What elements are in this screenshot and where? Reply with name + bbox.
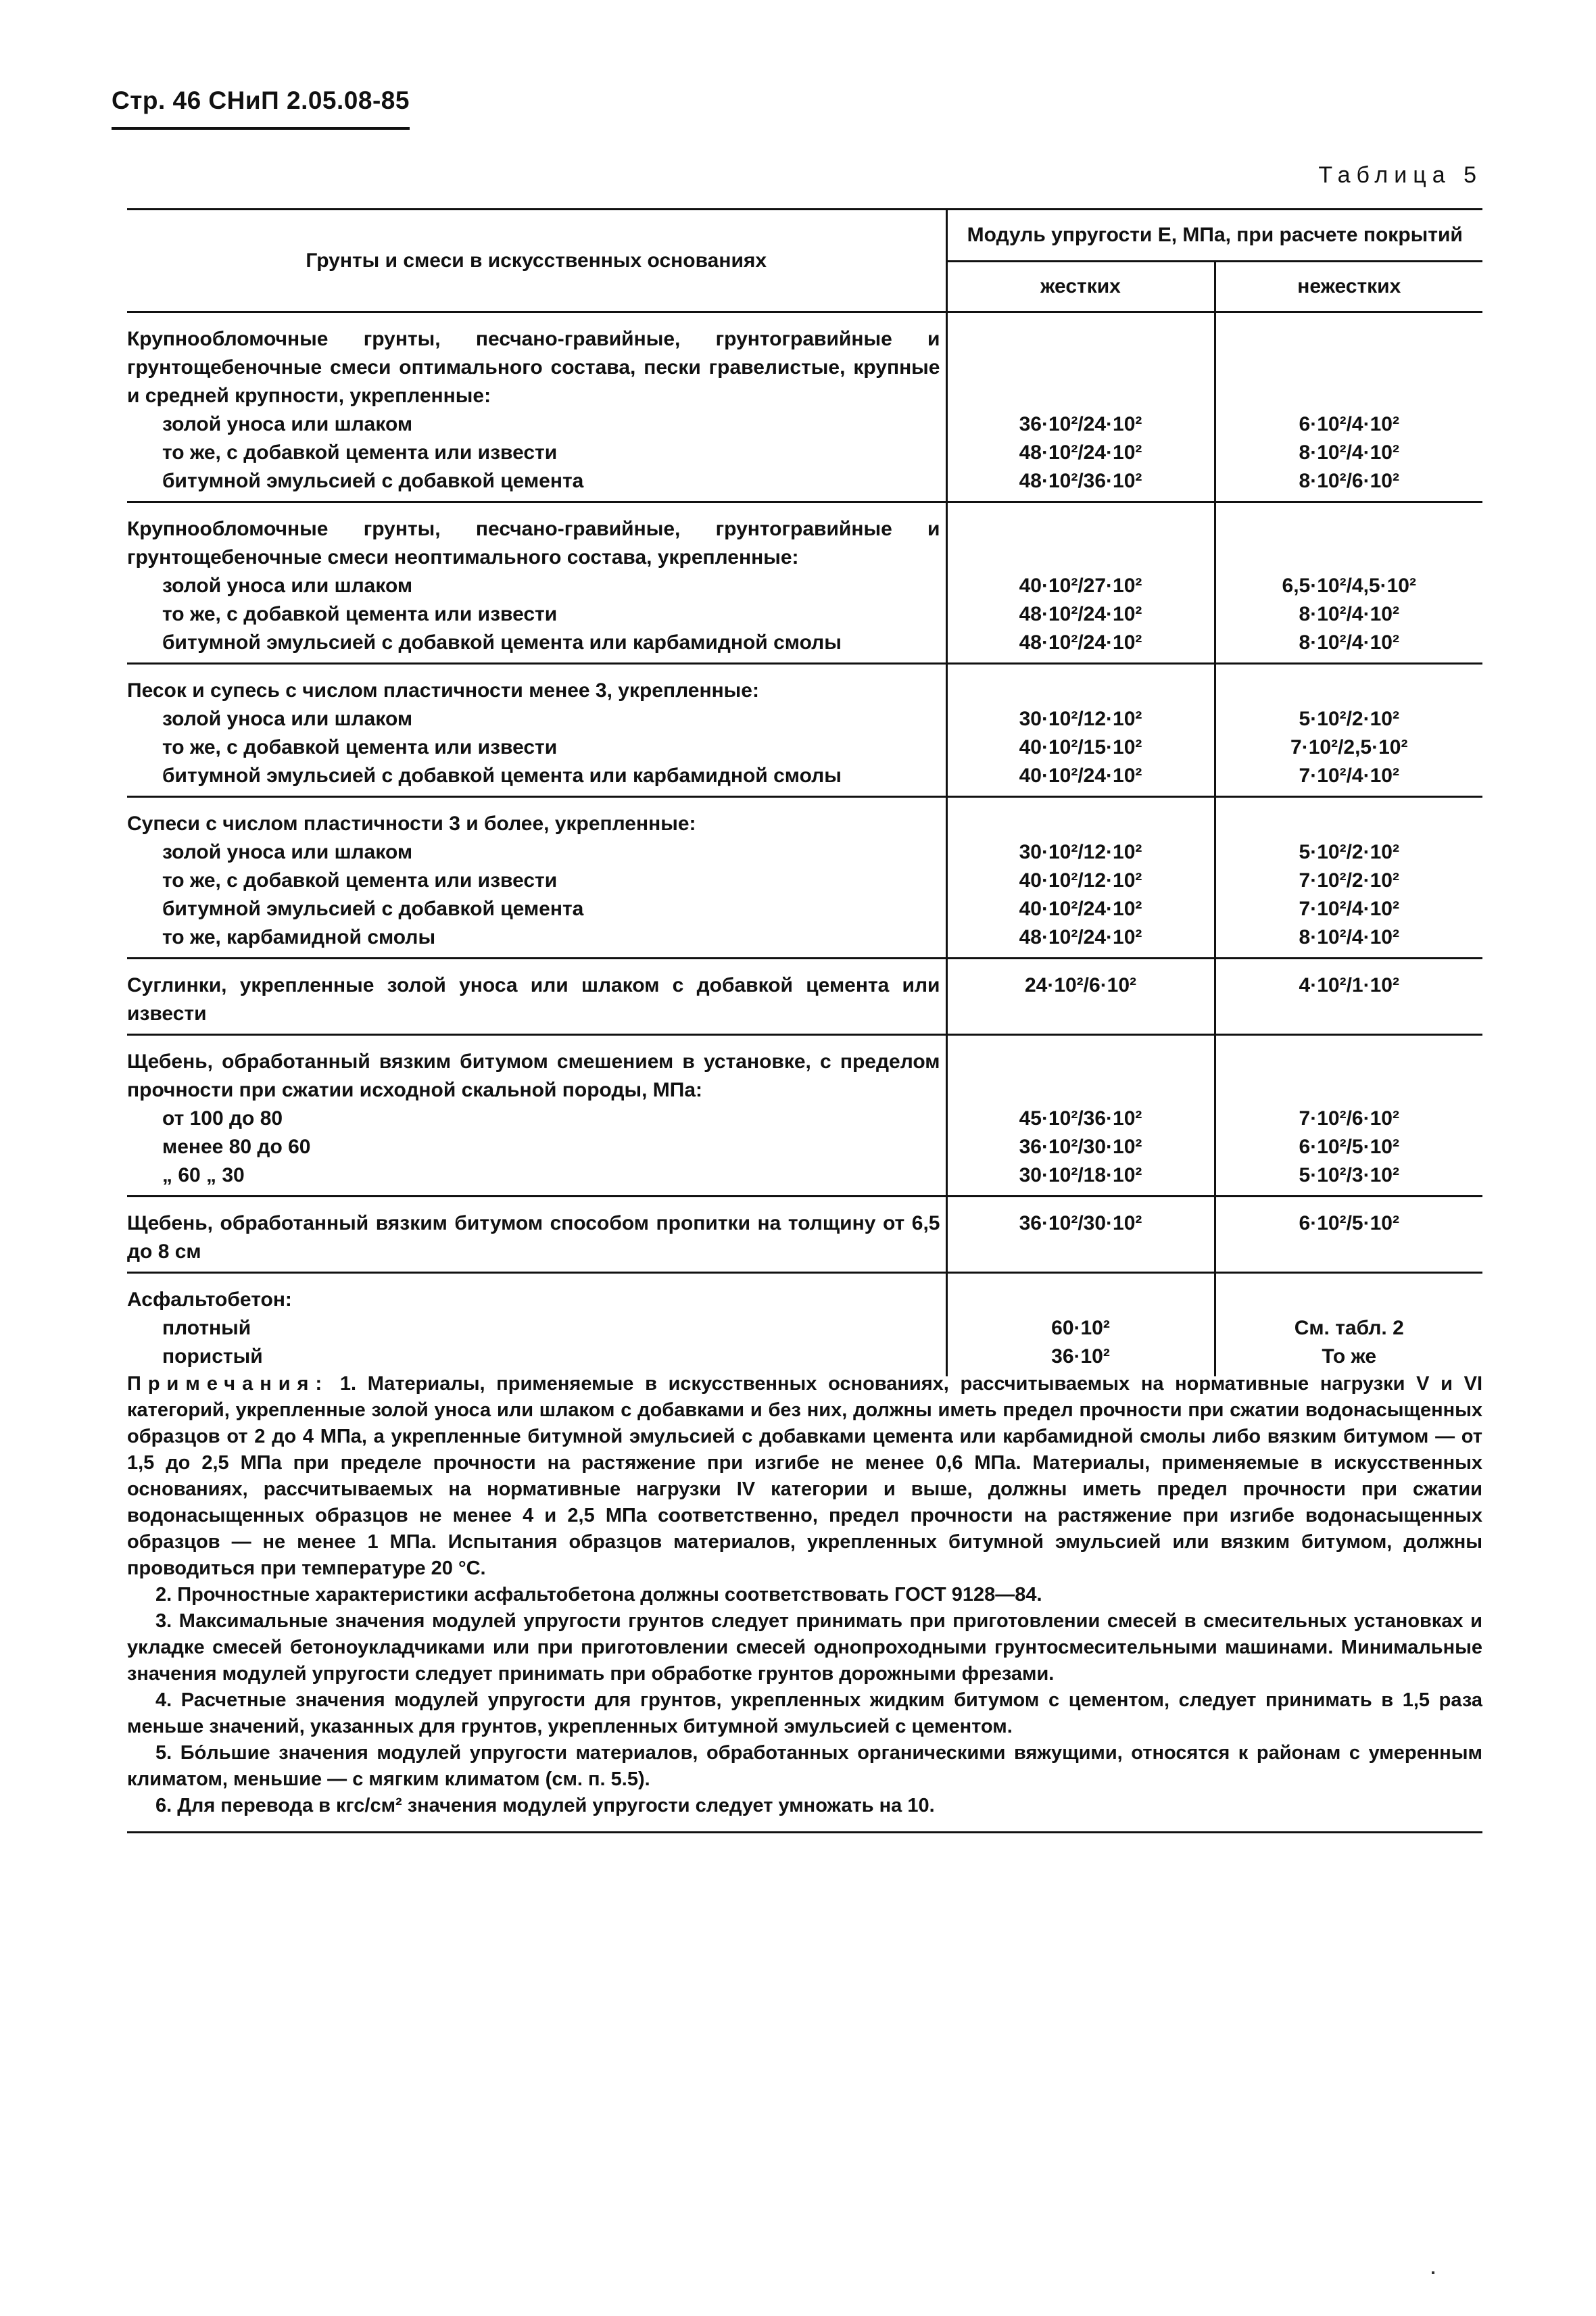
note-5: 5. Бо́льшие значения модулей упругости материалов, обработанных органическими вяжущими, относятся к районам с умеренным климатом, меньшие — с мягким климатом (см. п. 5.5). xyxy=(127,1742,1482,1790)
table-row-group xyxy=(127,1035,1482,1197)
flexible-cell xyxy=(1215,797,1482,959)
rigid-value: 30·10²/18·10² xyxy=(1019,1164,1142,1186)
flexible-cell xyxy=(1215,664,1482,797)
item-name: битумной эмульсией с добавкой цемента xyxy=(162,470,584,492)
flexible-value: 8·10²/4·10² xyxy=(1299,926,1399,948)
rigid-value: 36·10²/24·10² xyxy=(1019,413,1142,435)
flexible-value: 5·10²/2·10² xyxy=(1299,708,1399,730)
rigid-cell xyxy=(946,664,1215,797)
material-cell xyxy=(127,1273,946,1377)
spacer xyxy=(1216,544,1483,572)
flexible-value: 7·10²/6·10² xyxy=(1299,1107,1399,1130)
material-cell xyxy=(127,797,946,959)
flexible-value: 6·10²/5·10² xyxy=(1299,1136,1399,1158)
flexible-value: 6·10²/5·10² xyxy=(1299,1212,1399,1234)
notes-section xyxy=(127,1371,1482,1833)
item-name: плотный xyxy=(162,1317,251,1339)
spacer xyxy=(948,354,1214,382)
item-name: золой уноса или шлаком xyxy=(162,708,413,730)
flexible-value: 8·10²/4·10² xyxy=(1299,603,1399,625)
flexible-cell xyxy=(1215,959,1482,1035)
rigid-value: 36·10² xyxy=(1051,1345,1110,1368)
flexible-value: 7·10²/2·10² xyxy=(1299,869,1399,892)
spacer xyxy=(948,1286,1214,1314)
table-body xyxy=(127,312,1482,1377)
item-name: битумной эмульсией с добавкой цемента или карбамидной смолы xyxy=(162,765,842,787)
material-cell xyxy=(127,502,946,664)
rigid-value: 30·10²/12·10² xyxy=(1019,708,1142,730)
group-title: Асфальтобетон: xyxy=(127,1288,292,1311)
flexible-value: 4·10²/1·10² xyxy=(1299,974,1399,996)
spacer xyxy=(948,382,1214,410)
spacer xyxy=(948,1076,1214,1105)
table-row-group xyxy=(127,1197,1482,1273)
flexible-cell xyxy=(1215,502,1482,664)
note-3: 3. Максимальные значения модулей упругости грунтов следует принимать при приготовлении смесей в смесительных установках и укладке смесей бетоноукладчиками или при приготовлении смесей однопроходными грунтосмесительными машинами. Минимальные значения модулей упругости следует принимать при обработке грунтов дорожными фрезами. xyxy=(127,1610,1482,1685)
item-name: то же, с добавкой цемента или извести xyxy=(162,736,558,758)
spacer xyxy=(1216,325,1483,354)
item-name: битумной эмульсией с добавкой цемента или карбамидной смолы xyxy=(162,631,842,654)
group-title: Суглинки, укрепленные золой уноса или шлаком с добавкой цемента или извести xyxy=(127,974,940,1025)
group-title: Крупнообломочные грунты, песчано-гравийные, грунтогравийные и грунтощебеночные смеси неоптимального состава, укрепленные: xyxy=(127,518,940,569)
flexible-value: 5·10²/2·10² xyxy=(1299,841,1399,863)
table-row-group xyxy=(127,312,1482,502)
group-title: Песок и супесь с числом пластичности менее 3, укрепленные: xyxy=(127,679,759,702)
rigid-value: 40·10²/24·10² xyxy=(1019,898,1142,920)
item-name: золой уноса или шлаком xyxy=(162,413,413,435)
flexible-value: 7·10²/2,5·10² xyxy=(1290,736,1408,758)
table-caption: Таблица 5 xyxy=(1318,162,1482,188)
notes-label: Примечания: xyxy=(127,1373,329,1395)
table-row-group xyxy=(127,959,1482,1035)
item-name: золой уноса или шлаком xyxy=(162,575,413,597)
item-name: то же, с добавкой цемента или извести xyxy=(162,869,558,892)
rigid-value: 48·10²/24·10² xyxy=(1019,603,1142,625)
table-row-group xyxy=(127,1273,1482,1377)
material-cell xyxy=(127,664,946,797)
rigid-value: 48·10²/24·10² xyxy=(1019,441,1142,464)
material-cell xyxy=(127,959,946,1035)
material-cell xyxy=(127,1035,946,1197)
flexible-value: То же xyxy=(1322,1345,1377,1368)
rigid-value: 36·10²/30·10² xyxy=(1019,1212,1142,1234)
rigid-value: 60·10² xyxy=(1051,1317,1110,1339)
rigid-cell xyxy=(946,959,1215,1035)
flexible-value: 8·10²/4·10² xyxy=(1299,441,1399,464)
rigid-value: 40·10²/24·10² xyxy=(1019,765,1142,787)
rigid-value: 48·10²/24·10² xyxy=(1019,926,1142,948)
rigid-value: 40·10²/12·10² xyxy=(1019,869,1142,892)
col-header-flexible: нежестких xyxy=(1215,262,1482,312)
flexible-cell xyxy=(1215,312,1482,502)
spacer xyxy=(1216,1286,1483,1314)
spacer xyxy=(1216,810,1483,838)
rigid-value: 36·10²/30·10² xyxy=(1019,1136,1142,1158)
spacer xyxy=(948,325,1214,354)
flexible-cell xyxy=(1215,1035,1482,1197)
rigid-value: 48·10²/36·10² xyxy=(1019,470,1142,492)
rigid-cell xyxy=(946,502,1215,664)
material-cell xyxy=(127,1197,946,1273)
group-title: Крупнообломочные грунты, песчано-гравийные, грунтогравийные и грунтощебеночные смеси оптимального состава, пески гравелистые, крупные и средней крупности, укрепленные: xyxy=(127,328,940,407)
flexible-value: 8·10²/6·10² xyxy=(1299,470,1399,492)
item-name: менее 80 до 60 xyxy=(162,1136,311,1158)
rigid-value: 24·10²/6·10² xyxy=(1024,974,1137,996)
rigid-value: 40·10²/27·10² xyxy=(1019,575,1142,597)
note-6: 6. Для перевода в кгс/см² значения модулей упругости следует умножать на 10. xyxy=(155,1795,935,1816)
rigid-cell xyxy=(946,797,1215,959)
spacer xyxy=(1216,1076,1483,1105)
flexible-value: 8·10²/4·10² xyxy=(1299,631,1399,654)
item-name: от 100 до 80 xyxy=(162,1107,283,1130)
flexible-value: 6,5·10²/4,5·10² xyxy=(1282,575,1416,597)
col-header-rigid: жестких xyxy=(946,262,1215,312)
table-row-group xyxy=(127,797,1482,959)
item-name: пористый xyxy=(162,1345,263,1368)
note-4: 4. Расчетные значения модулей упругости для грунтов, укрепленных жидким битумом с цементом, следует принимать в 1,5 раза меньше значений, указанных для грунтов, укрепленных битумной эмульсией с цементом. xyxy=(127,1689,1482,1737)
spacer xyxy=(1216,677,1483,705)
rigid-cell xyxy=(946,312,1215,502)
table-row-group xyxy=(127,502,1482,664)
item-name: то же, с добавкой цемента или извести xyxy=(162,603,558,625)
group-title: Супеси с числом пластичности 3 и более, укрепленные: xyxy=(127,813,696,835)
col-header-modulus: Модуль упругости E, МПа, при расчете покрытий xyxy=(946,210,1482,262)
flexible-value: 5·10²/3·10² xyxy=(1299,1164,1399,1186)
flexible-value: 7·10²/4·10² xyxy=(1299,765,1399,787)
modulus-table xyxy=(127,208,1482,1376)
rigid-value: 48·10²/24·10² xyxy=(1019,631,1142,654)
rigid-value: 45·10²/36·10² xyxy=(1019,1107,1142,1130)
rigid-value: 40·10²/15·10² xyxy=(1019,736,1142,758)
spacer xyxy=(948,515,1214,544)
spacer xyxy=(948,810,1214,838)
spacer xyxy=(948,1048,1214,1076)
spacer xyxy=(1216,382,1483,410)
item-name: золой уноса или шлаком xyxy=(162,841,413,863)
flexible-value: См. табл. 2 xyxy=(1294,1317,1404,1339)
rigid-value: 30·10²/12·10² xyxy=(1019,841,1142,863)
item-name: „ 60 „ 30 xyxy=(162,1164,245,1186)
page-header: Стр. 46 СНиП 2.05.08-85 xyxy=(112,87,410,130)
scan-speck xyxy=(1432,2271,1434,2274)
group-title: Щебень, обработанный вязким битумом способом пропитки на толщину от 6,5 до 8 см xyxy=(127,1212,940,1263)
note-1-text: 1. Материалы, применяемые в искусственных основаниях, рассчитываемых на нормативные нагрузки V и VI категорий, укрепленные золой уноса или шлаком с добавками и без них, должны иметь предел прочности при сжатии водонасыщенных образцов от 2 до 4 МПа, а укрепленные битумной эмульсией с добавками цемента или карбамидной смолы либо вязким битумом — от 1,5 до 2,5 МПа при пределе прочности на растяжение при изгибе не менее 0,6 МПа. Материалы, применяемые в искусственных основаниях, рассчитываемых на нормативные нагрузки IV категории и выше, должны иметь предел прочности при сжатии водонасыщенных образцов не менее 4 и 2,5 МПа соответственно, предел прочности на растяжение при изгибе водонасыщенных образцов — не менее 1 МПа. Испытания образцов материалов, укрепленных битумной эмульсией или вязким битумом, должны проводиться при температуре 20 °С. xyxy=(127,1373,1483,1579)
group-title: Щебень, обработанный вязким битумом смешением в установке, с пределом прочности при сжатии исходной скальной породы, МПа: xyxy=(127,1051,940,1101)
rigid-cell xyxy=(946,1273,1215,1377)
rigid-cell xyxy=(946,1197,1215,1273)
rigid-cell xyxy=(946,1035,1215,1197)
spacer xyxy=(1216,515,1483,544)
note-2: 2. Прочностные характеристики асфальтобетона должны соответствовать ГОСТ 9128—84. xyxy=(155,1584,1042,1606)
item-name: то же, с добавкой цемента или извести xyxy=(162,441,558,464)
flexible-cell xyxy=(1215,1197,1482,1273)
item-name: битумной эмульсией с добавкой цемента xyxy=(162,898,584,920)
flexible-value: 7·10²/4·10² xyxy=(1299,898,1399,920)
table-row-group xyxy=(127,664,1482,797)
material-cell xyxy=(127,312,946,502)
flexible-cell xyxy=(1215,1273,1482,1377)
col-header-soils: Грунты и смеси в искусственных основаниях xyxy=(127,210,946,312)
note-1 xyxy=(127,1371,1482,1582)
item-name: то же, карбамидной смолы xyxy=(162,926,436,948)
flexible-value: 6·10²/4·10² xyxy=(1299,413,1399,435)
spacer xyxy=(1216,1048,1483,1076)
spacer xyxy=(1216,354,1483,382)
spacer xyxy=(948,677,1214,705)
spacer xyxy=(948,544,1214,572)
